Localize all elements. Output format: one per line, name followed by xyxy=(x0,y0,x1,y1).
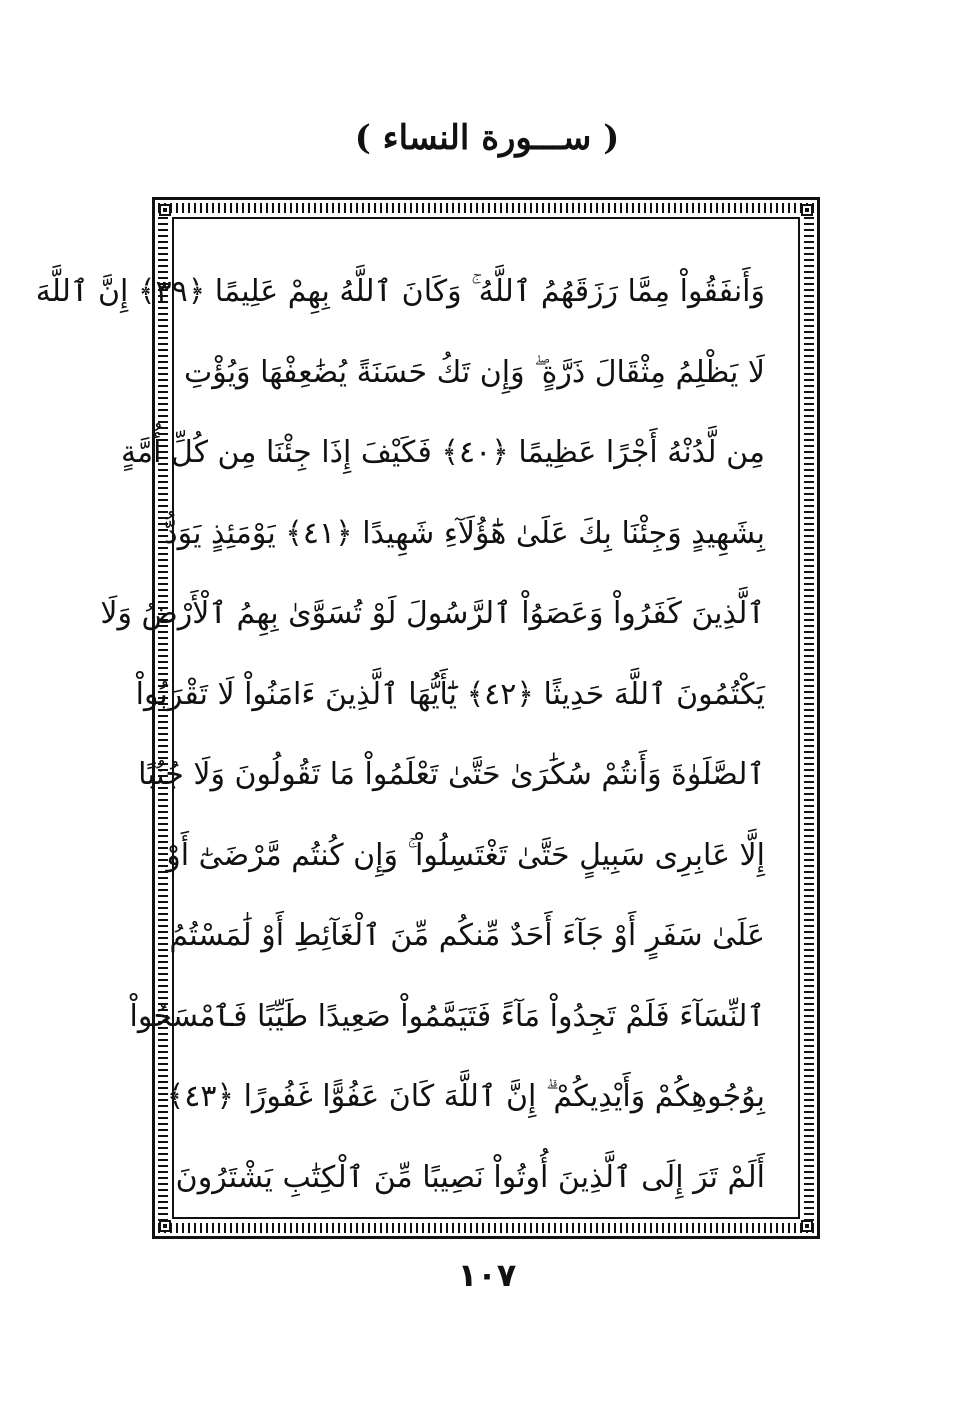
verse-text-block xyxy=(35,252,765,1218)
frame-corner-ornament-top-right xyxy=(801,204,813,216)
verse-line: ٱلَّذِينَ كَفَرُواْ وَعَصَوُاْ ٱلرَّسُولَ لَوْ تُسَوَّىٰ بِهِمُ ٱلْأَرْضُ وَلَا xyxy=(100,596,765,631)
verse-line: بِوُجُوهِكُمْ وَأَيْدِيكُمْ ۗ إِنَّ ٱللَّهَ كَانَ عَفُوًّا غَفُورًا ﴿٤٣﴾ xyxy=(166,1079,765,1114)
surah-title: ( ســـورة النساء ) xyxy=(354,118,620,158)
verse-line: مِن لَّدُنْهُ أَجْرًا عَظِيمًا ﴿٤٠﴾ فَكَيْفَ إِذَا جِئْنَا مِن كُلِّ أُمَّةٍ xyxy=(120,435,765,470)
verse-line: يَكْتُمُونَ ٱللَّهَ حَدِيثًا ﴿٤٢﴾ يَٰٓأَيُّهَا ٱلَّذِينَ ءَامَنُواْ لَا تَقْرَبُواْ xyxy=(135,676,765,712)
verse-line: بِشَهِيدٍ وَجِئْنَا بِكَ عَلَىٰ هَٰٓؤُلَآءِ شَهِيدًا ﴿٤١﴾ يَوْمَئِذٍ يَوَدُّ xyxy=(164,515,765,551)
verse-line: لَا يَظْلِمُ مِثْقَالَ ذَرَّةٍ ۖ وَإِن تَكُ حَسَنَةً يُضَٰعِفْهَا وَيُؤْتِ xyxy=(183,354,765,390)
verse-line: ٱلصَّلَوٰةَ وَأَنتُمْ سُكَٰرَىٰ حَتَّىٰ تَعْلَمُواْ مَا تَقُولُونَ وَلَا جُنُبًا xyxy=(138,757,765,792)
page-number: ١٠٧ xyxy=(457,1256,517,1294)
frame-corner-ornament-top-left xyxy=(159,204,171,216)
verse-line: أَلَمْ تَرَ إِلَى ٱلَّذِينَ أُوتُواْ نَصِيبًا مِّنَ ٱلْكِتَٰبِ يَشْتَرُونَ xyxy=(175,1159,765,1195)
verse-line: عَلَىٰ سَفَرٍ أَوْ جَآءَ أَحَدٌ مِّنكُم مِّنَ ٱلْغَآئِطِ أَوْ لَٰمَسْتُمُ xyxy=(169,918,765,953)
verse-line: إِلَّا عَابِرِى سَبِيلٍ حَتَّىٰ تَغْتَسِلُواْ ۚ وَإِن كُنتُم مَّرْضَىٰٓ أَوْ xyxy=(166,837,765,873)
verse-line: وَأَنفَقُواْ مِمَّا رَزَقَهُمُ ٱللَّهُ ۚ وَكَانَ ٱللَّهُ بِهِمْ عَلِيمًا ﴿٣٩﴾ إِنَّ ٱللَّهَ xyxy=(35,274,765,309)
frame-corner-ornament-bottom-left xyxy=(159,1220,171,1232)
frame-corner-ornament-bottom-right xyxy=(801,1220,813,1232)
verse-line: ٱلنِّسَآءَ فَلَمْ تَجِدُواْ مَآءً فَتَيَمَّمُواْ صَعِيدًا طَيِّبًا فَٱمْسَحُواْ xyxy=(129,998,765,1034)
